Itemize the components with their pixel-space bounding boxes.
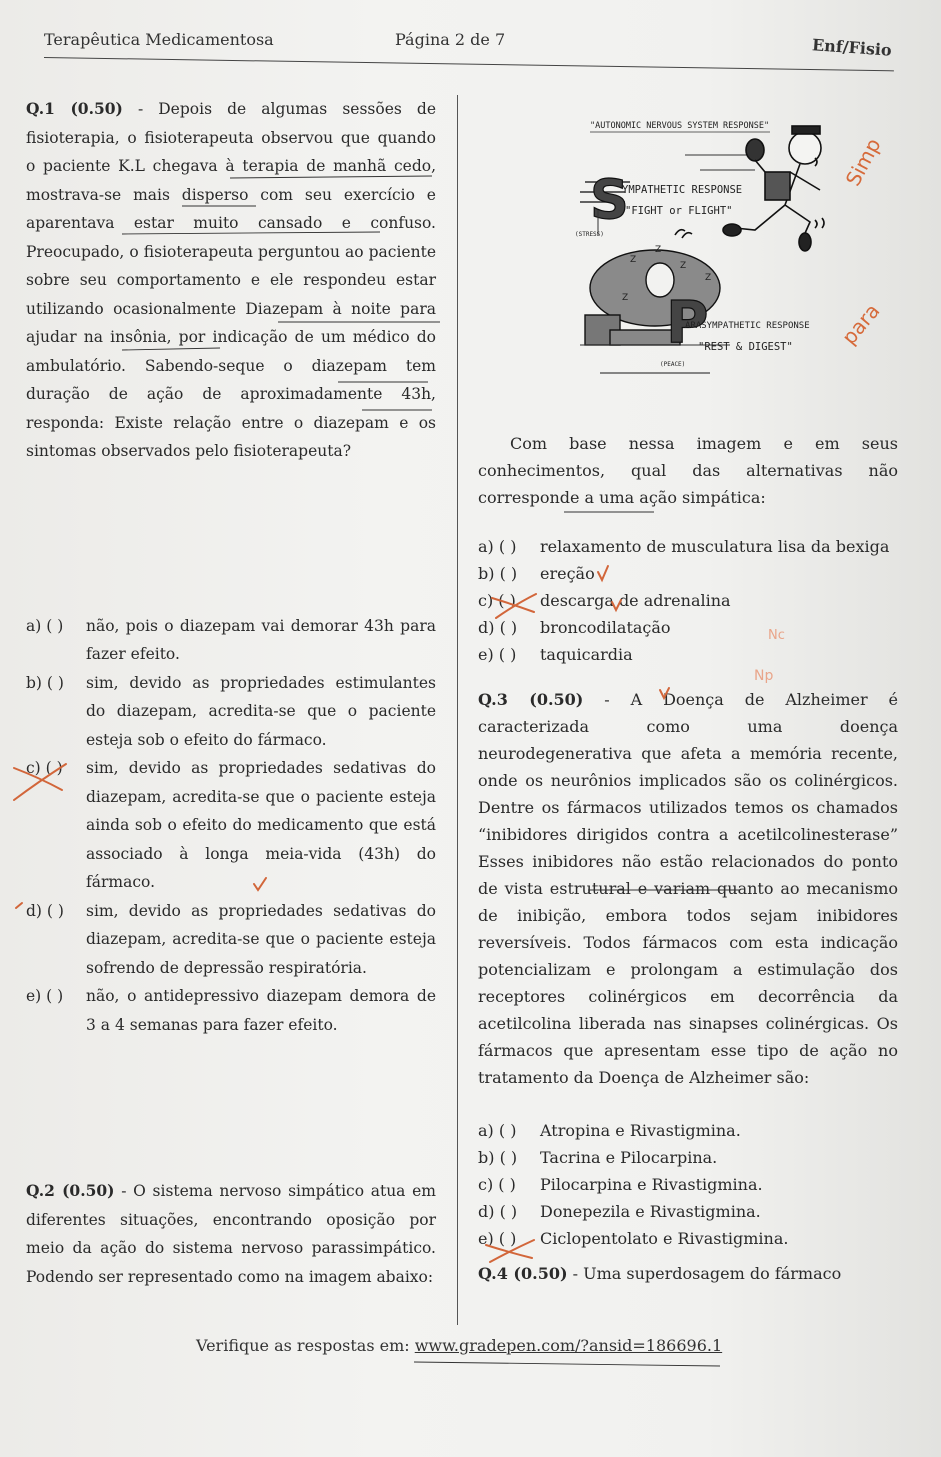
q2-option-d[interactable] <box>478 614 898 641</box>
q1-option-a[interactable] <box>26 612 436 669</box>
header-rule <box>44 57 894 71</box>
q2-option-e-mark: e) ( ) <box>478 645 517 664</box>
q3-option-e-text: Ciclopentolato e Rivastigmina. <box>540 1229 789 1248</box>
q2-option-e[interactable] <box>478 641 898 668</box>
question-2-prompt: Com base nessa imagem e em seus conhecimentos, qual das alternativas não corresponde a uma ação simpática: <box>478 434 898 507</box>
figure-title: "AUTONOMIC NERVOUS SYSTEM RESPONSE" <box>590 121 770 131</box>
q2-option-c-text: descarga de adrenalina <box>540 591 731 610</box>
question-3-text: - A Doença de Alzheimer é caracterizada como uma doença neurodegenerativa que afeta a memória recente, onde os neurônios implicados são os colinérgicos. Dentre os fármacos utilizados temos os chamados “inibidores dirigidos contra a acetilcolinesterase” Esses inibidores não estão relacionados do ponto de vista estrutural e variam quanto ao mecanismo de inibição, embora todos sejam inibidores reversíveis. Todos fármacos com esta indicação potencializam e prolongam a estimulação dos receptores colinérgicos em decorrência da acetilcolina liberada nas sinapses colinérgicas. Os fármacos que apresentam esse tipo de ação no tratamento da Doença de Alzheimer são: <box>478 690 898 1087</box>
q3-option-c-text: Pilocarpina e Rivastigmina. <box>540 1175 763 1194</box>
q2-option-c[interactable] <box>478 587 898 614</box>
zzz-5: Z <box>622 293 629 303</box>
q2-option-a-mark: a) ( ) <box>478 537 517 556</box>
q1-option-c[interactable] <box>26 754 436 897</box>
question-2-heading: Q.2 (0.50) <box>26 1181 115 1200</box>
q3-option-a[interactable] <box>478 1117 898 1144</box>
question-2-text: - O sistema nervoso simpático atua em diferentes situações, encontrando oposição por meio da ação do sistema nervoso parassimpático. Podendo ser representado como na imagem abaixo: <box>26 1182 436 1286</box>
question-2 <box>26 1177 436 1291</box>
handwritten-nc: Nc <box>768 628 785 643</box>
q3-option-e-mark: e) ( ) <box>478 1229 517 1248</box>
handwritten-simp: Simp <box>840 134 886 190</box>
q1-option-e-text: não, o antidepressivo diazepam demora de 3 a 4 semanas para fazer efeito. <box>86 987 436 1034</box>
question-3-heading: Q.3 (0.50) <box>478 690 584 709</box>
q1-option-e[interactable] <box>26 982 436 1039</box>
q1-option-d[interactable] <box>26 897 436 983</box>
page-number: Página 2 de 7 <box>395 30 506 49</box>
q3-option-d-text: Donepezila e Rivastigmina. <box>540 1202 761 1221</box>
ans-response-figure <box>570 110 875 385</box>
zzz-4: Z <box>705 273 712 283</box>
q3-option-d[interactable] <box>478 1198 898 1225</box>
q2-option-c-mark: c) ( ) <box>478 591 516 610</box>
q1-option-d-text: sim, devido as propriedades sedativas do diazepam, acredita-se que o paciente esteja sofrendo de depressão respiratória. <box>86 901 436 977</box>
footer <box>196 1336 722 1355</box>
parasympathetic-tag: (PEACE) <box>660 361 686 368</box>
parasympathetic-letter: P <box>666 288 709 356</box>
sympathetic-label: YMPATHETIC RESPONSE <box>622 184 743 196</box>
q3-option-a-mark: a) ( ) <box>478 1121 517 1140</box>
q2-option-b-mark: b) ( ) <box>478 564 518 583</box>
q2-option-d-mark: d) ( ) <box>478 618 518 637</box>
question-4-text: - Uma superdosagem do fármaco <box>567 1264 842 1283</box>
footer-url-link[interactable]: www.gradepen.com/?ansid=186696.1 <box>414 1336 723 1355</box>
q3-option-b-text: Tacrina e Pilocarpina. <box>540 1148 718 1167</box>
question-3 <box>478 686 898 1091</box>
q1-option-d-mark: d) ( ) <box>26 901 64 920</box>
parasympathetic-subtitle: "REST & DIGEST" <box>698 341 793 353</box>
q1-option-b-text: sim, devido as propriedades estimulantes do diazepam, acredita-se que o paciente esteja sob o efeito do fármaco. <box>86 673 436 749</box>
course-title: Terapêutica Medicamentosa <box>44 30 274 49</box>
question-2-options <box>478 533 898 668</box>
q2-option-e-text: taquicardia <box>540 645 633 664</box>
parasympathetic-label: ARASYMPATHETIC RESPONSE <box>685 321 810 331</box>
q2-option-a[interactable] <box>478 533 898 560</box>
zzz-2: Z <box>655 245 662 255</box>
q2-option-a-text: relaxamento de musculatura lisa da bexiga <box>540 537 890 556</box>
q1d-tick-icon <box>16 903 22 908</box>
q3-option-e[interactable] <box>478 1225 898 1252</box>
q2-option-b[interactable] <box>478 560 898 587</box>
q1-option-e-mark: e) ( ) <box>26 987 64 1005</box>
question-1-text: - Depois de algumas sessões de fisioterapia, o fisioterapeuta observou que quando o paciente K.L chegava à terapia de manhã cedo, mostrava-se mais disperso com seu exercício e aparentava estar muito cansado e confuso. Preocupado, o fisioterapeuta perguntou ao paciente sobre seu comportamento e ele respondeu estar utilizando ocasionalmente Diazepam à noite para ajudar na insônia, por indicação de um médico do ambulatório. Sabendo-seque o diazepam tem duração de ação de aproximadamente 43h, responda: Existe relação entre o diazepam e os sintomas observados pelo fisioterapeuta? <box>26 100 436 460</box>
q3-option-d-mark: d) ( ) <box>478 1202 518 1221</box>
header-course-code: Enf/Fisio <box>811 35 893 60</box>
q2-option-d-text: broncodilatação <box>540 618 671 637</box>
q2-option-b-text: ereção <box>540 564 595 583</box>
q1-option-b[interactable] <box>26 669 436 755</box>
sympathetic-subtitle: "FIGHT or FLIGHT" <box>625 205 733 217</box>
q1-option-b-mark: b) ( ) <box>26 673 64 692</box>
question-1-heading: Q.1 (0.50) <box>26 99 123 118</box>
q1-option-c-text: sim, devido as propriedades sedativas do diazepam, acredita-se que o paciente esteja ainda sob o efeito do medicamento que está associado à longa meia-vida (43h) do fármaco. <box>86 759 436 891</box>
q3-option-b-mark: b) ( ) <box>478 1148 518 1167</box>
q3-option-c-mark: c) ( ) <box>478 1175 516 1194</box>
footer-prefix: Verifique as respostas em: <box>196 1336 415 1355</box>
left-column <box>26 95 436 1291</box>
q1-option-c-mark: c) ( ) <box>26 759 63 777</box>
q1-option-a-text: não, pois o diazepam vai demorar 43h para fazer efeito. <box>86 616 436 663</box>
right-column <box>478 430 898 1287</box>
zzz-1: Z <box>630 255 637 265</box>
question-3-options <box>478 1117 898 1252</box>
question-1-options <box>26 612 436 1040</box>
sympathetic-tag: (STRESS) <box>575 231 604 238</box>
q3-option-c[interactable] <box>478 1171 898 1198</box>
q3-option-b[interactable] <box>478 1144 898 1171</box>
question-1 <box>26 95 436 466</box>
handwritten-np: Np <box>754 668 774 684</box>
sympathetic-letter: S <box>590 168 629 231</box>
column-divider <box>457 95 458 1325</box>
question-4 <box>478 1260 898 1287</box>
question-4-heading: Q.4 (0.50) <box>478 1264 568 1283</box>
handwritten-para: para <box>836 298 885 350</box>
zzz-3: Z <box>680 261 687 271</box>
q1-option-a-mark: a) ( ) <box>26 616 64 635</box>
q3-option-a-text: Atropina e Rivastigmina. <box>540 1121 741 1140</box>
